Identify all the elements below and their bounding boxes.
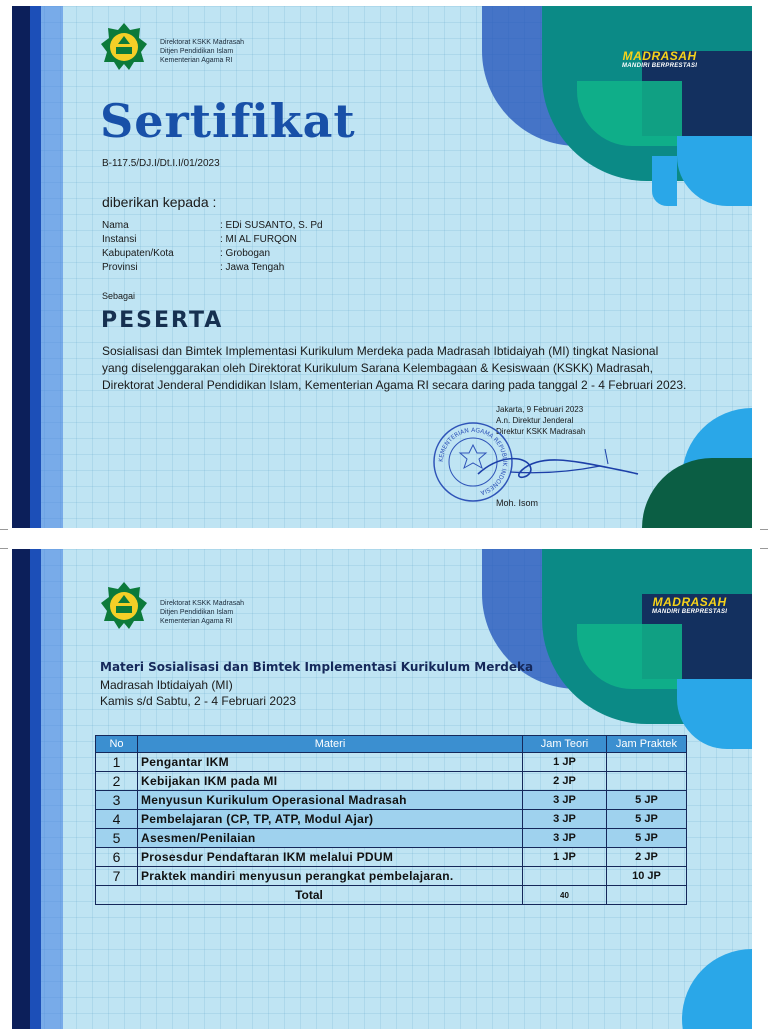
row-jam-teori: 3 JP [523, 810, 607, 829]
row-jam-teori: 3 JP [523, 829, 607, 848]
row-jam-praktek [607, 772, 687, 791]
certificate-page [12, 6, 752, 528]
table-row [96, 867, 687, 886]
place-date: Jakarta, 9 Februari 2023 [496, 405, 584, 414]
row-no: 5 [96, 829, 138, 848]
stamp-text: KEMENTERIAN AGAMA REPUBLIK INDONESIA [437, 426, 509, 496]
recipient-label: Kabupaten/Kota [102, 248, 174, 259]
organization-block [160, 599, 244, 626]
brand-name: MADRASAH [652, 595, 727, 609]
crop-mark [760, 529, 768, 530]
recipient-row [102, 248, 323, 262]
table-row [96, 753, 687, 772]
table-row [96, 791, 687, 810]
row-materi: Asesmen/Penilaian [138, 829, 523, 848]
row-materi: Pembelajaran (CP, TP, ATP, Modul Ajar) [138, 810, 523, 829]
brand-tagline: MANDIRI BERPRESTASI [622, 63, 698, 69]
header-jam-praktek: Jam Praktek [607, 736, 687, 753]
row-jam-praktek: 2 JP [607, 848, 687, 867]
signer-name: Moh. Isom [496, 498, 539, 508]
organization-block [160, 38, 244, 65]
given-to-label: diberikan kepada : [102, 194, 217, 210]
total-empty-cell [607, 886, 687, 905]
table-header-row [96, 736, 687, 753]
row-jam-teori: 3 JP [523, 791, 607, 810]
materials-table [95, 735, 687, 905]
org-line: Ditjen Pendidikan Islam [160, 609, 234, 616]
row-jam-teori: 1 JP [523, 753, 607, 772]
brand-logo [652, 595, 727, 615]
recipient-row [102, 234, 323, 248]
recipient-label: Provinsi [102, 262, 138, 273]
row-jam-teori: 1 JP [523, 848, 607, 867]
director-title: Direktur KSKK Madrasah [496, 427, 586, 436]
participant-role: PESERTA [101, 308, 224, 333]
corner-decoration [482, 6, 752, 206]
side-stripe [41, 6, 63, 528]
recipient-label: Instansi [102, 234, 137, 245]
recipient-value: : Grobogan [220, 248, 271, 259]
row-jam-praktek [607, 753, 687, 772]
header-jam-teori: Jam Teori [523, 736, 607, 753]
recipient-details [102, 220, 323, 276]
row-materi: Kebijakan IKM pada MI [138, 772, 523, 791]
total-label: Total [96, 886, 523, 905]
side-stripe [41, 549, 63, 1029]
recipient-value: : Jawa Tengah [220, 262, 285, 273]
ministry-logo [99, 22, 149, 72]
row-no: 7 [96, 867, 138, 886]
row-no: 1 [96, 753, 138, 772]
row-jam-teori: 2 JP [523, 772, 607, 791]
header-materi: Materi [138, 736, 523, 753]
recipient-value: : EDi SUSANTO, S. Pd [220, 220, 323, 231]
row-no: 4 [96, 810, 138, 829]
recipient-label: Nama [102, 220, 129, 231]
crop-mark [0, 548, 8, 549]
brand-tagline: MANDIRI BERPRESTASI [652, 609, 728, 615]
brand-logo [622, 49, 697, 69]
org-line: Direktorat KSKK Madrasah [160, 39, 245, 46]
row-materi: Praktek mandiri menyusun perangkat pembelajaran. [138, 867, 523, 886]
total-value: 40 [523, 886, 607, 905]
side-stripe [12, 549, 30, 1029]
row-jam-praktek: 5 JP [607, 791, 687, 810]
table-row [96, 848, 687, 867]
side-stripe [30, 549, 41, 1029]
crop-mark [0, 529, 8, 530]
row-no: 3 [96, 791, 138, 810]
org-line: Ditjen Pendidikan Islam [160, 48, 234, 55]
as-label: Sebagai [102, 291, 136, 301]
on-behalf: A.n. Direktur Jenderal [496, 416, 574, 425]
table-total-row [96, 886, 687, 905]
ministry-logo [99, 581, 149, 631]
corner-decoration [482, 549, 752, 749]
table-row [96, 829, 687, 848]
side-stripe [12, 6, 30, 528]
row-jam-praktek: 5 JP [607, 829, 687, 848]
table-row [96, 772, 687, 791]
corner-decoration [602, 899, 752, 1029]
certificate-title: Sertifikat [100, 94, 356, 148]
crop-mark [760, 548, 768, 549]
row-materi: Prosesdur Pendaftaran IKM melalui PDUM [138, 848, 523, 867]
materials-subtitle-block [100, 677, 296, 709]
row-jam-teori [523, 867, 607, 886]
recipient-row [102, 220, 323, 234]
materials-page [12, 549, 752, 1029]
materials-level: Madrasah Ibtidaiyah (MI) [100, 678, 233, 692]
org-line: Direktorat KSKK Madrasah [160, 600, 245, 607]
row-jam-praktek: 10 JP [607, 867, 687, 886]
row-materi: Menyusun Kurikulum Operasional Madrasah [138, 791, 523, 810]
row-jam-praktek: 5 JP [607, 810, 687, 829]
brand-name: MADRASAH [622, 49, 697, 63]
org-line: Kementerian Agama RI [160, 618, 233, 625]
handwritten-signature [470, 444, 640, 494]
materials-date: Kamis s/d Sabtu, 2 - 4 Februari 2023 [100, 694, 297, 708]
header-no: No [96, 736, 138, 753]
recipient-value: : MI AL FURQON [220, 234, 297, 245]
row-materi: Pengantar IKM [138, 753, 523, 772]
row-no: 6 [96, 848, 138, 867]
org-line: Kementerian Agama RI [160, 57, 233, 64]
certificate-description: Sosialisasi dan Bimtek Implementasi Kurikulum Merdeka pada Madrasah Ibtidaiyah (MI) tingkat Nasional yang diselenggarakan oleh Direktorat Kurikulum Sarana Kelembagaan & Kesiswaan (KSKK) Madrasah, Direktorat Jenderal Pendidikan Islam, Kementerian Agama RI secara daring pada tanggal 2 - 4 Februari 2023. [102, 344, 687, 392]
recipient-row [102, 262, 323, 276]
materials-title: Materi Sosialisasi dan Bimtek Implementasi Kurikulum Merdeka [100, 660, 534, 674]
row-no: 2 [96, 772, 138, 791]
side-stripe [30, 6, 41, 528]
certificate-number: B-117.5/DJ.I/Dt.I.I/01/2023 [102, 158, 220, 169]
table-row [96, 810, 687, 829]
